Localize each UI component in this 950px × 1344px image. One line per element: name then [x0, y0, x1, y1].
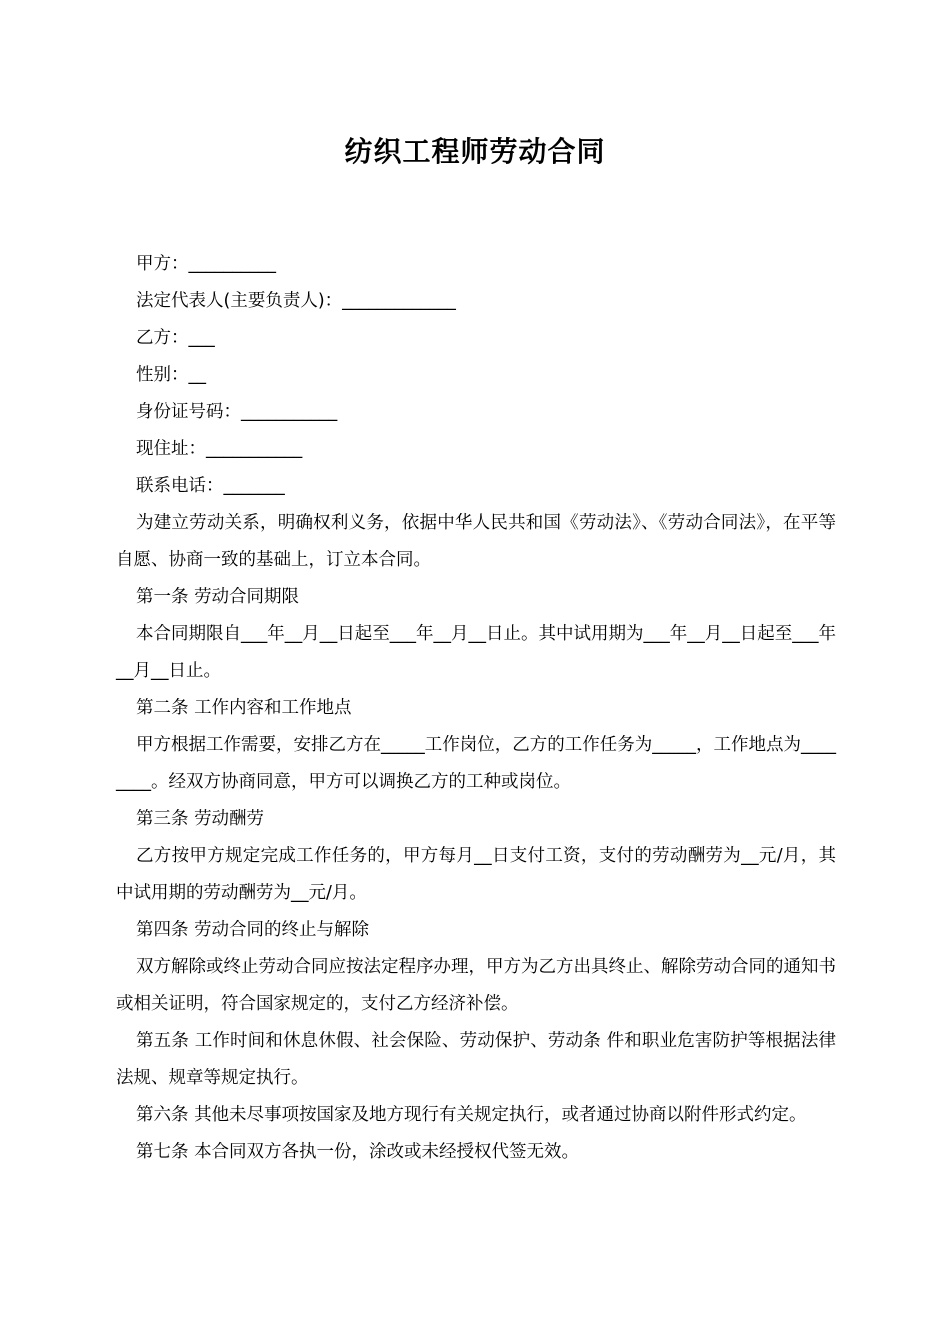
article-6-paragraph: 第六条 其他未尽事项按国家及地方现行有关规定执行，或者通过协商以附件形式约定。 [136, 1105, 807, 1125]
article-3-body: 乙方按甲方规定完成工作任务的，甲方每月__日支付工资，支付的劳动酬劳为__元/月，其中试用期的劳动酬劳为__元/月。 [116, 846, 836, 903]
legal-representative-field: 法定代表人(主要负责人)：_____________ [136, 291, 456, 311]
preamble-paragraph: 为建立劳动关系，明确权利义务，依据中华人民共和国《劳动法》、《劳动合同法》，在平等自愿、协商一致的基础上，订立本合同。 [116, 513, 836, 570]
document-body [116, 246, 836, 1171]
article-1-heading: 第一条 劳动合同期限 [136, 587, 300, 607]
phone-field: 联系电话：_______ [136, 476, 285, 496]
party-a-field: 甲方：__________ [136, 254, 276, 274]
article-2-body: 甲方根据工作需要，安排乙方在_____工作岗位，乙方的工作任务为_____，工作地点为________。经双方协商同意，甲方可以调换乙方的工种或岗位。 [116, 735, 836, 792]
gender-field: 性别：__ [136, 365, 206, 385]
id-number-field: 身份证号码：___________ [136, 402, 338, 422]
party-b-field: 乙方：___ [136, 328, 215, 348]
document-title: 纺织工程师劳动合同 [344, 135, 606, 168]
article-4-heading: 第四条 劳动合同的终止与解除 [136, 920, 370, 940]
article-2-heading: 第二条 工作内容和工作地点 [136, 698, 352, 718]
article-7-paragraph: 第七条 本合同双方各执一份，涂改或未经授权代签无效。 [136, 1142, 580, 1162]
address-field: 现住址：___________ [136, 439, 303, 459]
article-5-paragraph: 第五条 工作时间和休息休假、社会保险、劳动保护、劳动条 件和职业危害防护等根据法律法规、规章等规定执行。 [116, 1031, 836, 1088]
article-4-body: 双方解除或终止劳动合同应按法定程序办理，甲方为乙方出具终止、解除劳动合同的通知书或相关证明，符合国家规定的，支付乙方经济补偿。 [116, 957, 836, 1014]
article-3-heading: 第三条 劳动酬劳 [136, 809, 265, 829]
article-1-body: 本合同期限自___年__月__日起至___年__月__日止。其中试用期为___年__月__日起至___年__月__日止。 [116, 624, 836, 681]
